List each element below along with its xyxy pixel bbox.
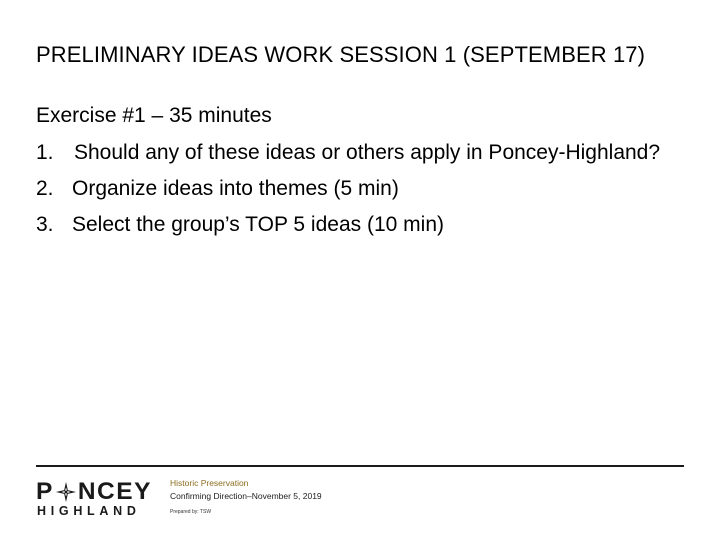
footer-section: Confirming Direction: [170, 491, 247, 501]
list-item-text: Select the group’s TOP 5 ideas (10 min): [72, 213, 444, 236]
logo-letter-p: P: [36, 478, 54, 505]
list-item-number: 2.: [36, 177, 54, 200]
footer-separator: –: [247, 491, 252, 501]
steps-list: [36, 138, 686, 240]
logo-letters-ncey: NCEY: [77, 478, 152, 505]
list-item-text: Organize ideas into themes (5 min): [72, 177, 399, 200]
footer-section-date: [170, 491, 322, 502]
list-item-text: Should any of these ideas or others apply in Poncey-Highland?: [74, 141, 661, 164]
list-item: [36, 210, 686, 240]
slide-title: PRELIMINARY IDEAS WORK SESSION 1 (SEPTEMBER 17): [36, 42, 646, 67]
list-item: [36, 174, 686, 204]
list-item-number: 3.: [36, 213, 54, 236]
list-item-number: 1.: [36, 141, 54, 164]
footer-category: Historic Preservation: [170, 478, 249, 488]
footer-info: [170, 478, 322, 516]
list-item: [36, 138, 686, 168]
poncey-highland-logo: [36, 478, 161, 520]
logo-wordmark-top: [36, 478, 152, 506]
slide-body: [36, 101, 686, 246]
logo-wordmark-bottom: HIGHLAND: [37, 504, 141, 518]
footer-prepared-by: Prepared by: TSW: [170, 509, 212, 515]
exercise-heading: Exercise #1 – 35 minutes: [36, 104, 272, 127]
footer-divider: [36, 465, 684, 467]
compass-star-icon: [55, 481, 77, 503]
footer-date: November 5, 2019: [251, 491, 322, 501]
